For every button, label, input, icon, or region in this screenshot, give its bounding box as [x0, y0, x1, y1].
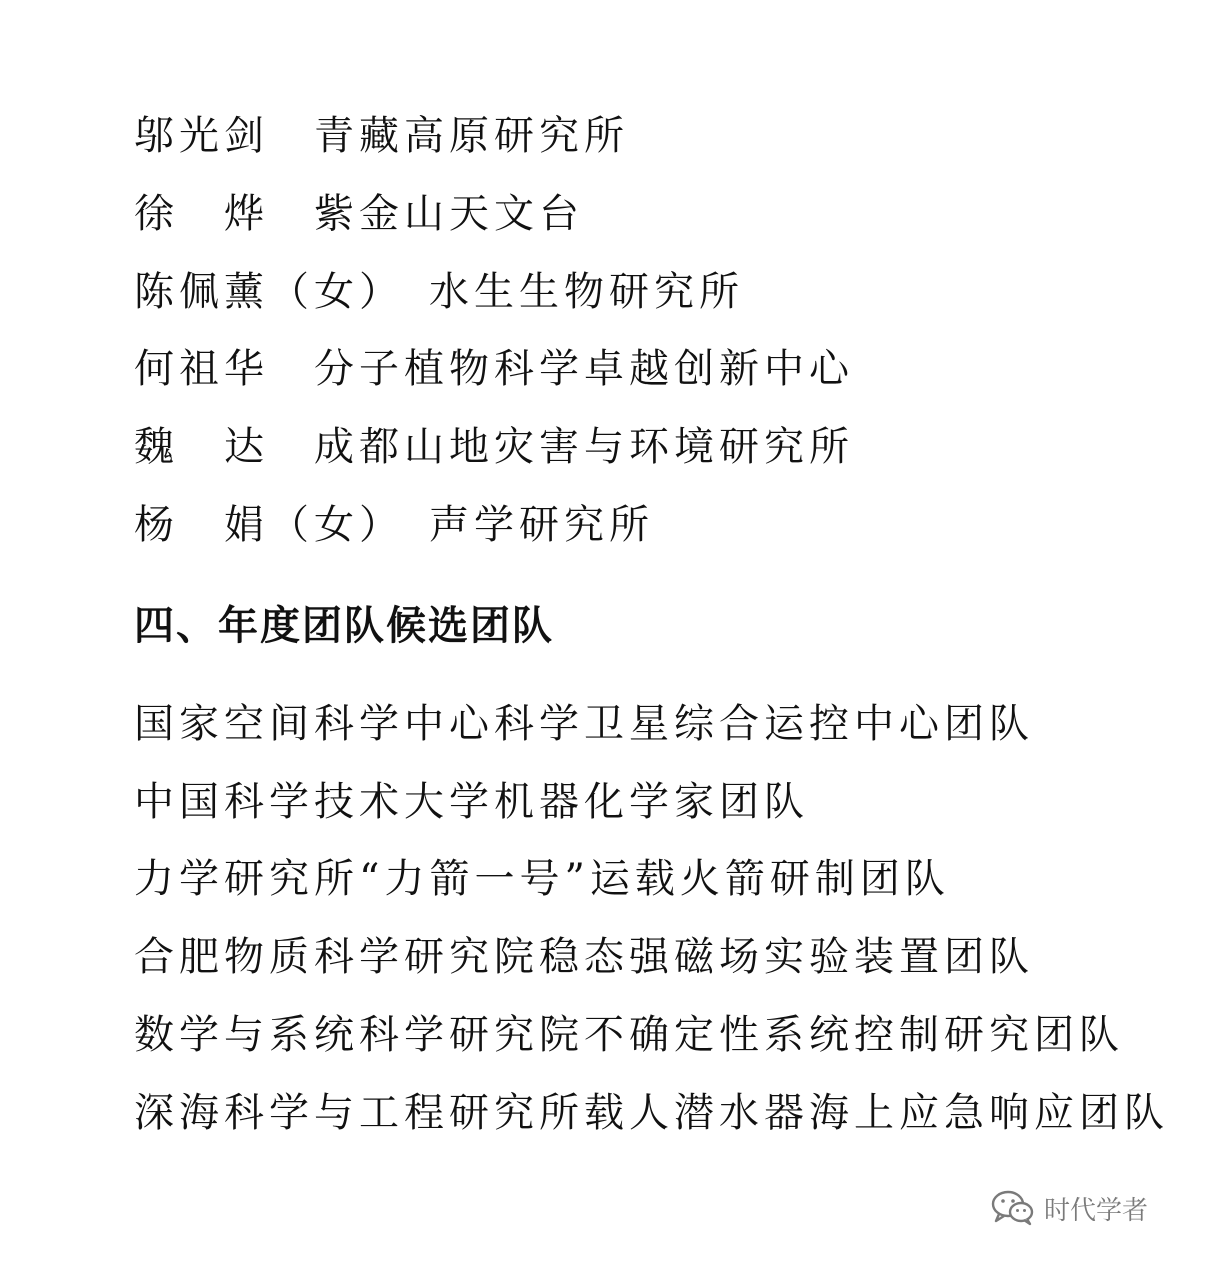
team-entry: 国家空间科学中心科学卫星综合运控中心团队 — [134, 701, 1034, 747]
person-entry: 徐 烨 紫金山天文台 — [134, 191, 584, 237]
section-heading: 四、年度团队候选团队 — [134, 603, 554, 649]
watermark — [990, 1186, 1148, 1230]
team-entry: 力学研究所“力箭一号”运载火箭研制团队 — [134, 856, 950, 902]
team-entry: 深海科学与工程研究所载人潜水器海上应急响应团队 — [134, 1090, 1169, 1136]
wechat-icon — [990, 1189, 1036, 1227]
person-entry: 魏 达 成都山地灾害与环境研究所 — [134, 424, 854, 470]
watermark-text: 时代学者 — [1044, 1195, 1149, 1226]
person-entry: 邬光剑 青藏高原研究所 — [134, 113, 629, 159]
team-entry: 合肥物质科学研究院稳态强磁场实验装置团队 — [134, 934, 1034, 980]
team-entry: 中国科学技术大学机器化学家团队 — [134, 779, 809, 825]
person-entry: 何祖华 分子植物科学卓越创新中心 — [134, 346, 854, 392]
team-entry: 数学与系统科学研究院不确定性系统控制研究团队 — [134, 1012, 1124, 1058]
person-entry: 陈佩薰（女） 水生生物研究所 — [134, 269, 744, 315]
person-entry: 杨 娟（女） 声学研究所 — [134, 502, 654, 548]
